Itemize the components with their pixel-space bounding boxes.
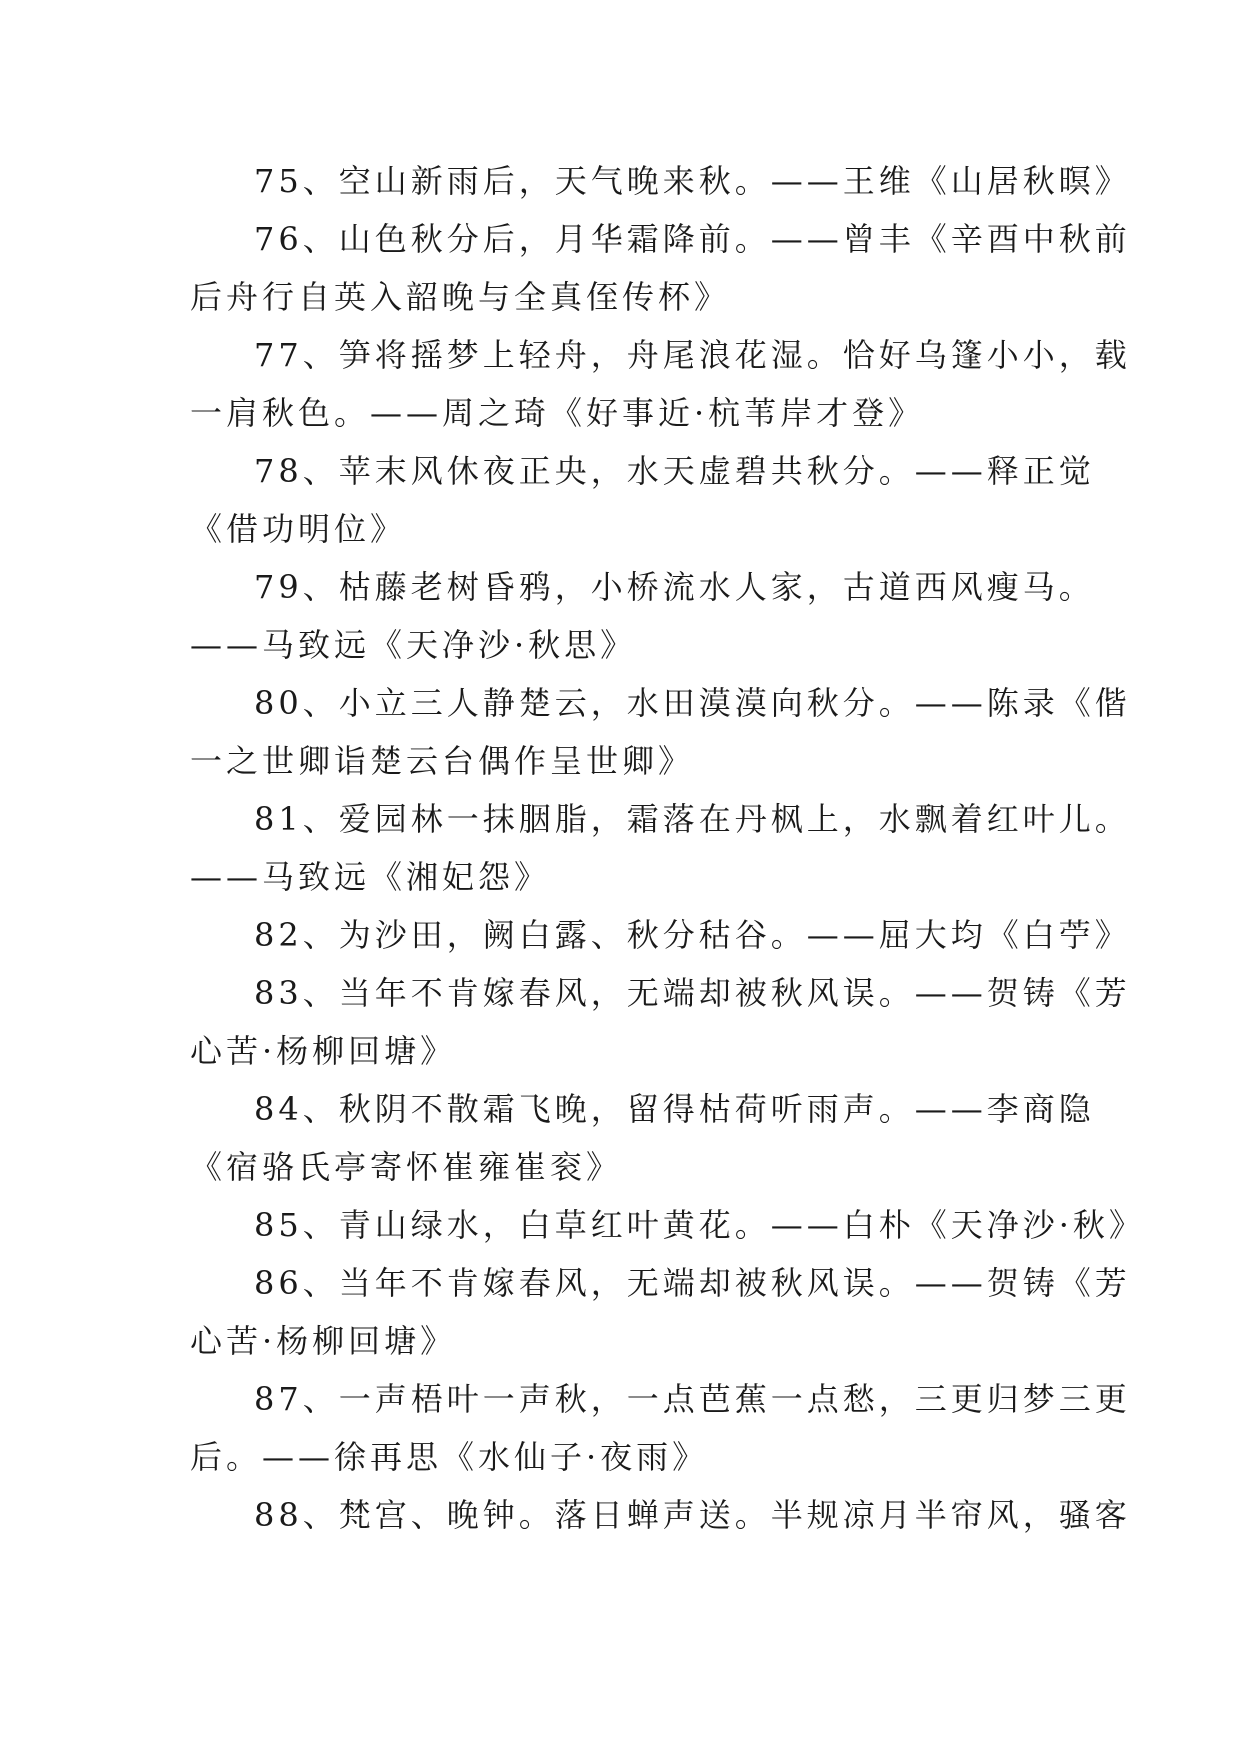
- text-line-75: 75、空山新雨后，天气晚来秋。——王维《山居秋暝》: [254, 162, 1131, 200]
- text-line-84-cont: 《宿骆氏亭寄怀崔雍崔衮》: [190, 1148, 623, 1186]
- text-line-86: 86、当年不肯嫁春风，无端却被秋风误。——贺铸《芳: [254, 1264, 1131, 1302]
- text-line-87-cont: 后。——徐再思《水仙子·夜雨》: [190, 1438, 709, 1476]
- text-line-79-cont: ——马致远《天净沙·秋思》: [190, 626, 637, 664]
- text-line-80-cont: 一之世卿诣楚云台偶作呈世卿》: [190, 742, 695, 780]
- text-line-85: 85、青山绿水，白草红叶黄花。——白朴《天净沙·秋》: [254, 1206, 1145, 1244]
- text-line-76-cont: 后舟行自英入韶晚与全真侄传杯》: [190, 278, 731, 316]
- text-line-86-cont: 心苦·杨柳回塘》: [190, 1322, 457, 1360]
- text-line-81: 81、爱园林一抹胭脂，霜落在丹枫上，水飘着红叶儿。: [254, 800, 1131, 838]
- text-line-81-cont: ——马致远《湘妃怨》: [190, 858, 551, 896]
- text-line-80: 80、小立三人静楚云，水田漠漠向秋分。——陈录《偕: [254, 684, 1131, 722]
- text-line-83-cont: 心苦·杨柳回塘》: [190, 1032, 457, 1070]
- text-line-82: 82、为沙田，阙白露、秋分秙谷。——屈大均《白苧》: [254, 916, 1131, 954]
- text-line-83: 83、当年不肯嫁春风，无端却被秋风误。——贺铸《芳: [254, 974, 1131, 1012]
- text-line-76: 76、山色秋分后，月华霜降前。——曾丰《辛酉中秋前: [254, 220, 1131, 258]
- text-line-77: 77、笋将摇梦上轻舟，舟尾浪花湿。恰好乌篷小小，载: [254, 336, 1131, 374]
- text-line-78: 78、苹末风休夜正央，水天虚碧共秋分。——释正觉: [254, 452, 1095, 490]
- text-line-79: 79、枯藤老树昏鸦，小桥流水人家，古道西风瘦马。: [254, 568, 1095, 606]
- text-line-77-cont: 一肩秋色。——周之琦《好事近·杭苇岸才登》: [190, 394, 925, 432]
- poem-list: [190, 152, 1145, 1544]
- text-line-84: 84、秋阴不散霜飞晚，留得枯荷听雨声。——李商隐: [254, 1090, 1095, 1128]
- text-line-78-cont: 《借功明位》: [190, 510, 407, 548]
- text-line-87: 87、一声梧叶一声秋，一点芭蕉一点愁，三更归梦三更: [254, 1380, 1131, 1418]
- text-line-88: 88、梵宫、晚钟。落日蝉声送。半规凉月半帘风，骚客: [254, 1496, 1131, 1534]
